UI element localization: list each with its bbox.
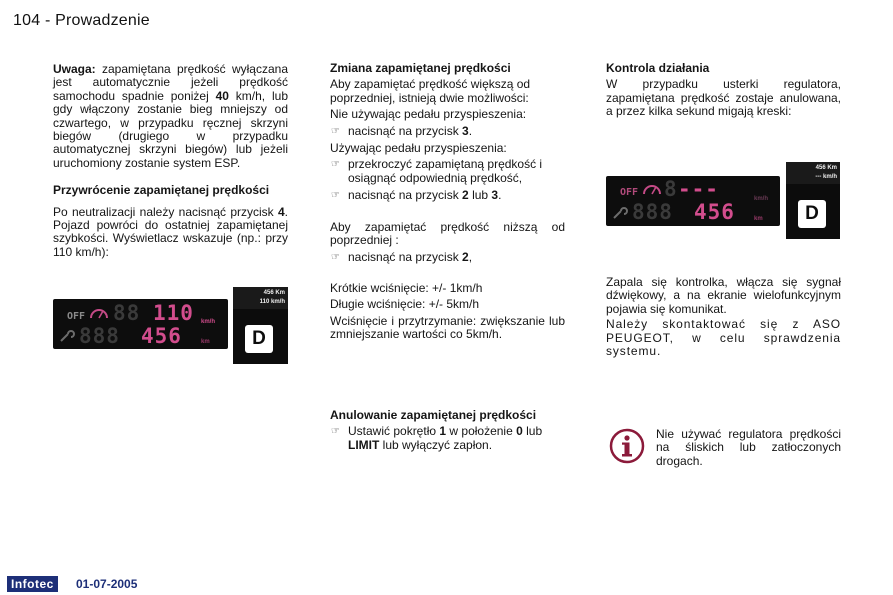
odometer-digits: 456: [141, 324, 182, 348]
dial-position-0: 0: [516, 424, 523, 439]
blinking-dashes: ---: [678, 177, 719, 201]
bullet-press-2-or-3: [330, 189, 565, 202]
note-label: Uwaga:: [53, 62, 96, 76]
section-heading-restore: Przywrócenie zapamiętanej prędkości: [53, 183, 270, 198]
unit-label-top: km/h: [754, 196, 769, 202]
bullet-text-mid: lub: [468, 188, 492, 203]
gear-letter: D: [805, 203, 819, 224]
note-speed-40: 40: [215, 88, 229, 103]
gear-letter: D: [252, 328, 266, 349]
warning-section: [606, 276, 841, 358]
column-right: [606, 62, 841, 119]
hand-pointer-icon: ☞: [331, 252, 340, 264]
long-press-paragraph: Długie wciśnięcie: +/- 5km/h: [330, 297, 480, 312]
bullet-text: Ustawić pokrętło: [348, 424, 440, 439]
restore-text-1: Po neutralizacji należy nacisnąć przycisk: [53, 204, 278, 219]
bullet-text: przekroczyć zapamiętaną prędkość i osiągnąć odpowiednią prędkość,: [348, 157, 543, 185]
unit-label-top: km/h: [201, 319, 216, 325]
wrench-icon: [59, 329, 75, 343]
speedometer-icon: [642, 182, 662, 196]
gear-indicator: [245, 325, 273, 353]
wrench-icon: [612, 206, 628, 220]
button-key-2: 2: [462, 188, 469, 203]
fault-paragraph: W przypadku usterki regulatora, zapamiętana prędkość zostaje anulowana, a przez kilka sekund migają kreski:: [606, 77, 841, 119]
hand-pointer-icon: ☞: [331, 190, 340, 202]
section-heading-change: Zmiana zapamiętanej prędkości: [330, 61, 511, 75]
cruise-speed-readout: 110 km/h: [259, 299, 285, 305]
bullet-text: nacisnąć na przycisk: [348, 123, 463, 138]
hand-pointer-icon: ☞: [331, 125, 340, 137]
multifunction-screen-restore: [233, 287, 288, 364]
bullet-text-end: .: [498, 188, 502, 203]
button-key-2: 2: [462, 250, 469, 265]
speedometer-icon: [89, 306, 109, 320]
dial-position-limit: LIMIT: [348, 437, 380, 452]
note-text-1: zapamiętana prędkość wyłączana jest automatycznie jeżeli prędkość samochodu spadnie poniżej: [53, 62, 288, 103]
button-key-3: 3: [462, 123, 469, 138]
warning-paragraph: Zapala się kontrolka, włącza się sygnał dźwiękowy, a na ekranie wielofunkcyjnym pojawia się komunikat.: [606, 275, 841, 316]
dim-digits-top: 88: [113, 301, 141, 325]
section-heading-check: Kontrola działania: [606, 61, 710, 75]
dim-digits-bottom: 888: [632, 200, 673, 224]
off-indicator: OFF: [67, 311, 86, 322]
note-paragraph: [53, 63, 288, 170]
aso-paragraph: Należy skontaktować się z ASO PEUGEOT, w celu sprawdzenia systemu.: [606, 317, 841, 359]
column-left: [53, 63, 288, 259]
bullet-text-mid: lub: [522, 424, 543, 439]
set-speed-digits: 110: [153, 301, 194, 325]
bullet-text: nacisnąć na przycisk: [348, 188, 463, 203]
with-pedal-paragraph: Używając pedału przyspieszenia:: [330, 141, 507, 156]
column-middle: [330, 62, 565, 342]
cluster-display-fault: [606, 176, 780, 226]
page-header: 104 - Prowadzenie: [13, 12, 150, 29]
edition-date: 01-07-2005: [76, 577, 138, 591]
gear-indicator: [798, 200, 826, 228]
off-indicator: OFF: [620, 187, 639, 198]
bullet-cancel: [330, 425, 565, 452]
bullet-text-end: lub wyłączyć zapłon.: [379, 437, 493, 452]
bullet-text-mid: w położenie: [446, 424, 517, 439]
bullet-text: nacisnąć na przycisk: [348, 250, 463, 265]
dim-digits-bottom: 888: [79, 324, 120, 348]
short-press-paragraph: Krótkie wciśnięcie: +/- 1km/h: [330, 280, 483, 295]
info-note-text: Nie używać regulatora prędkości na śliskich lub zatłoczonych drogach.: [656, 427, 841, 468]
cruise-speed-readout: --- km/h: [815, 174, 837, 180]
slower-paragraph: Aby zapamiętać prędkość niższą od poprzedniej :: [330, 219, 565, 248]
dim-digits-top: 8: [664, 177, 678, 201]
restore-text-2: . Pojazd powróci do ostatniej zapamiętanej szybkości. Wyświetlacz wskazuje (np.: przy 110 km/h):: [53, 204, 288, 259]
unit-label-bottom: km: [201, 339, 210, 345]
dial-position-1: 1: [439, 424, 447, 439]
bullet-text-end: .: [468, 123, 473, 138]
section-heading-cancel: Anulowanie zapamiętanej prędkości: [330, 408, 537, 422]
faster-paragraph: Aby zapamiętać prędkość większą od poprzedniej, istnieją dwie możliwości:: [330, 77, 531, 105]
bullet-press-3: [330, 125, 565, 138]
publisher-badge: Infotec: [7, 576, 58, 592]
hand-pointer-icon: ☞: [331, 159, 340, 171]
unit-label-bottom: km: [754, 216, 763, 222]
bullet-text-end: ,: [468, 250, 473, 265]
note-text-2: km/h, lub gdy włączony zostanie bieg mniejszy od czwartego, w przypadku ręcznej skrzyni biegów (drugiego w przypadku automatycznej skrzyni biegów) lub jeżeli uruchomiony zostanie system ESP.: [53, 88, 288, 170]
hand-pointer-icon: ☞: [331, 426, 340, 438]
button-key-3: 3: [491, 188, 499, 203]
press-hold-paragraph: Wciśnięcie i przytrzymanie: zwiększanie lub zmniejszanie wartości co 5km/h.: [330, 313, 565, 342]
info-icon: [609, 428, 645, 464]
restore-key-4: 4: [277, 204, 285, 219]
cancel-section: [330, 409, 565, 452]
odometer-digits: 456: [694, 200, 735, 224]
odometer-readout: 456 Km: [263, 290, 285, 296]
bullet-press-2: [330, 251, 565, 264]
restore-paragraph: [53, 206, 288, 260]
no-pedal-paragraph: Nie używając pedału przyspieszenia:: [330, 107, 527, 122]
odometer-readout: 456 Km: [815, 165, 837, 171]
bullet-exceed: [330, 158, 565, 185]
cluster-display-restore: [53, 299, 228, 349]
multifunction-screen-fault: [786, 162, 840, 239]
